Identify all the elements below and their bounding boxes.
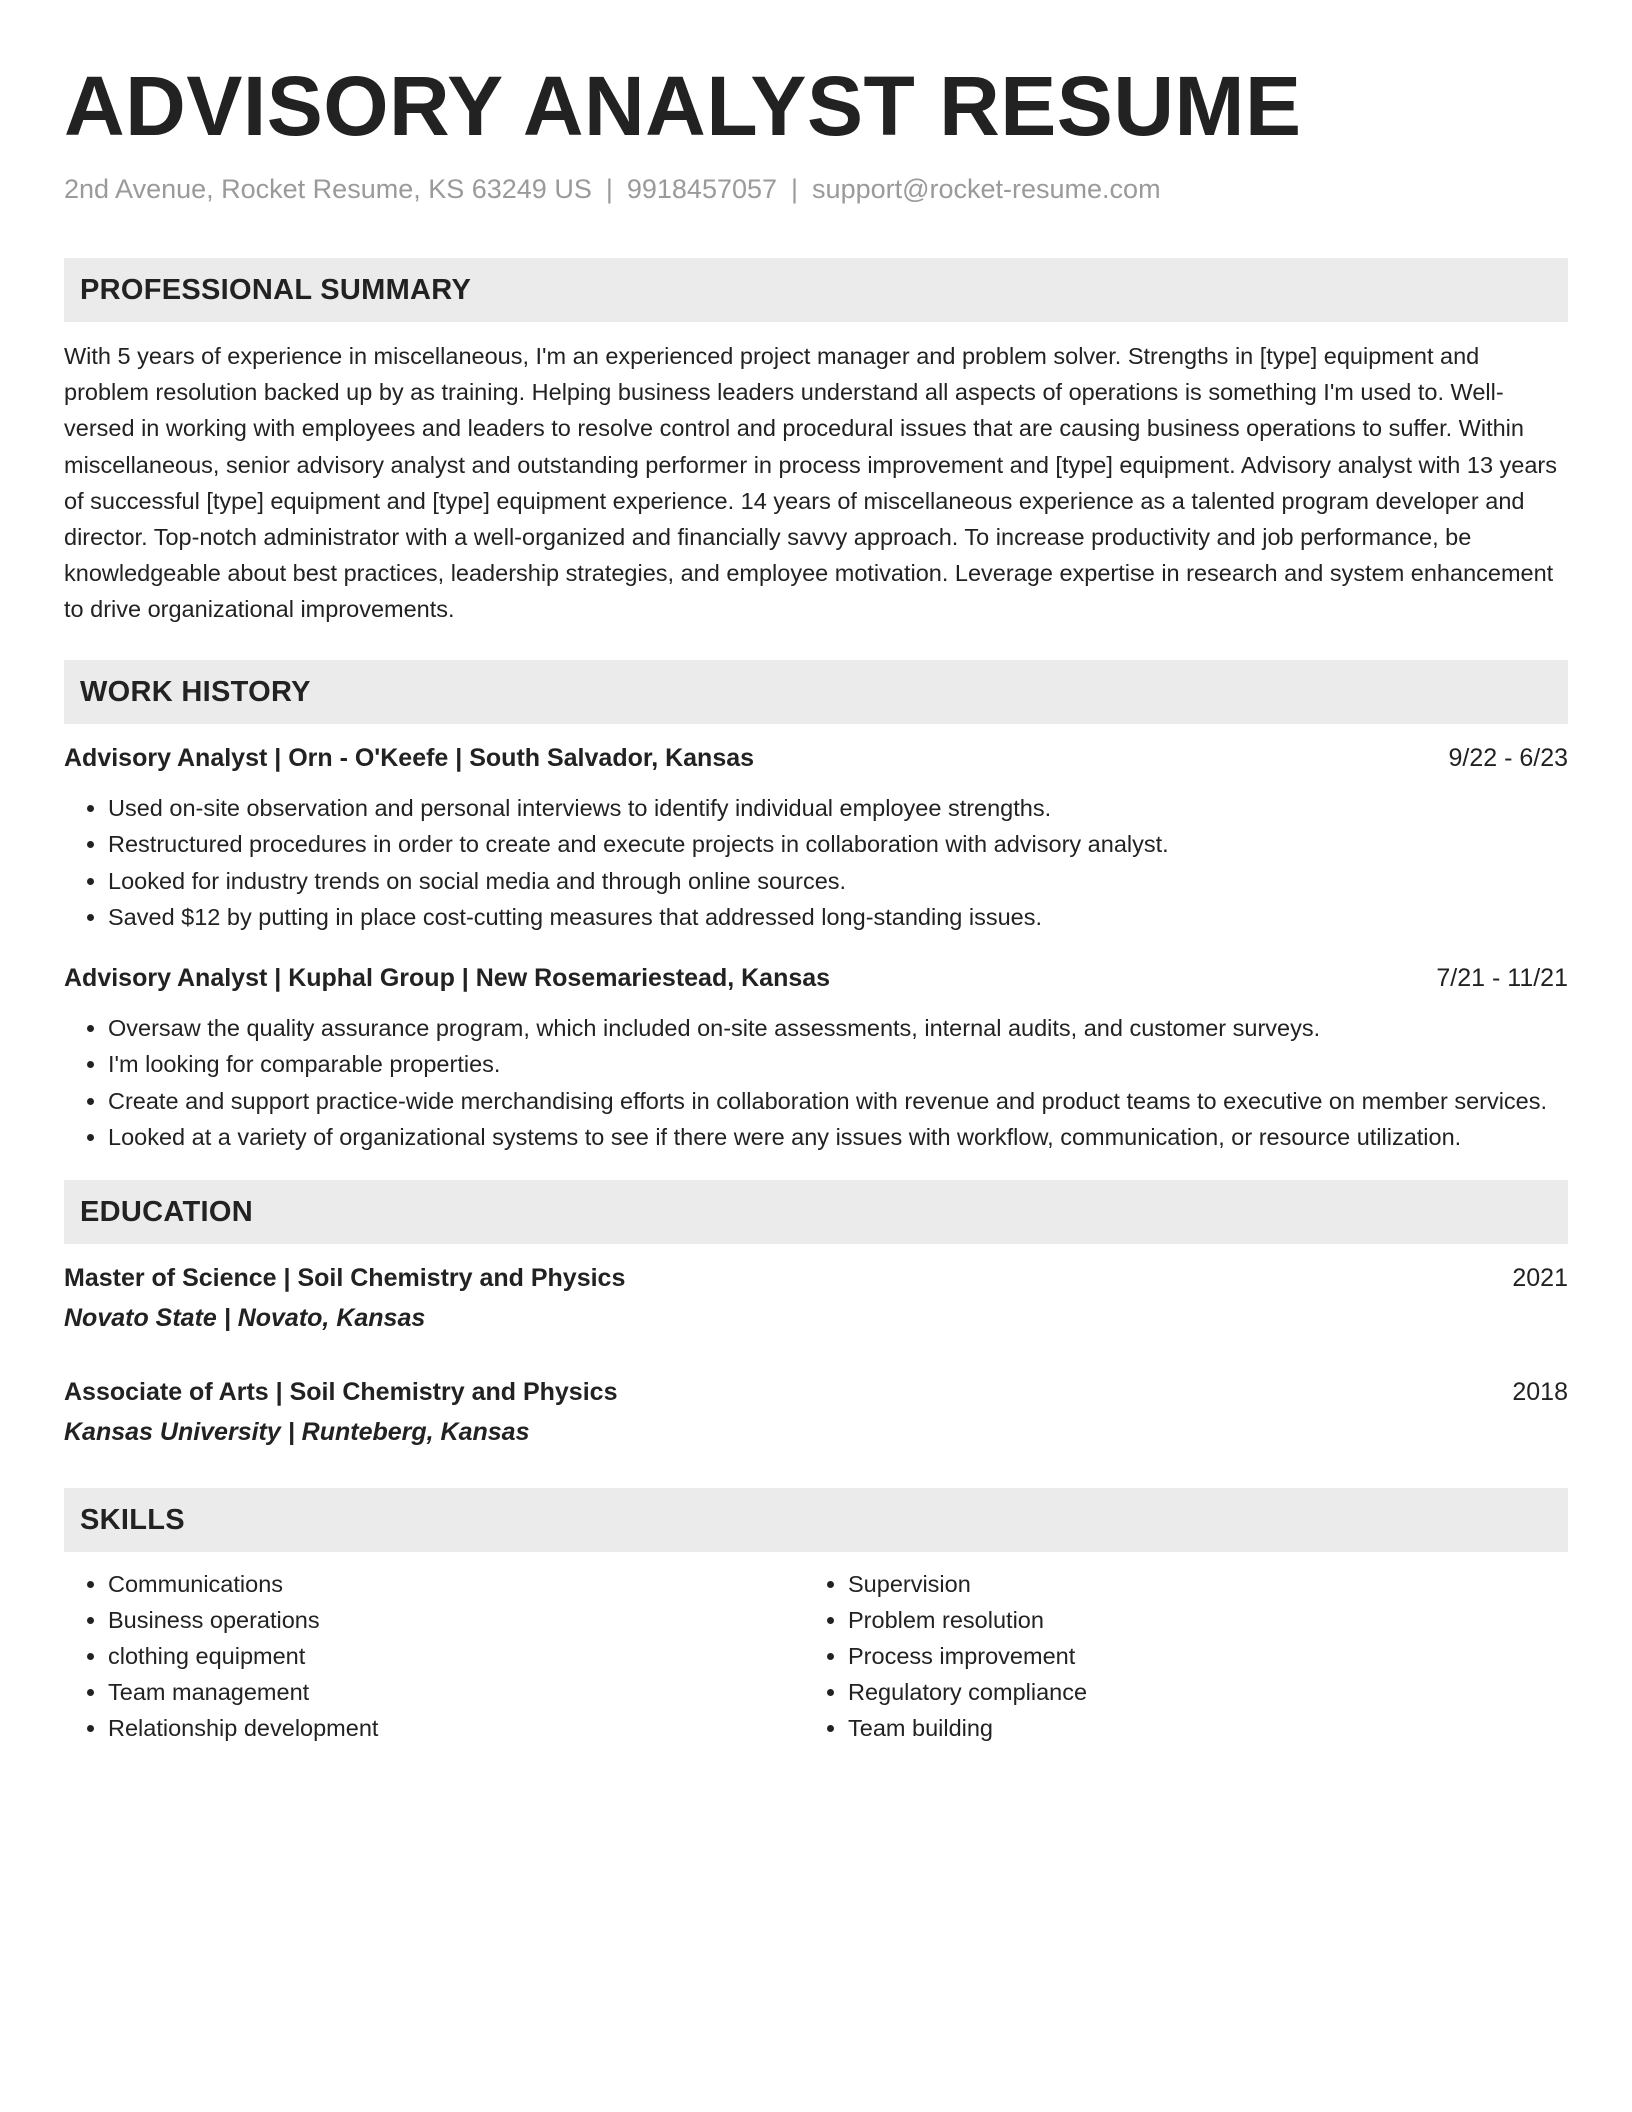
job-bullets [64,1010,1568,1156]
skill-item: • Regulatory compliance [848,1674,1544,1710]
skill-item: • Relationship development [108,1710,804,1746]
school: Kansas University | Runteberg, Kansas [64,1417,530,1446]
graduation-year: 2018 [1512,1377,1568,1406]
job-bullet: • I'm looking for comparable properties. [108,1046,1568,1083]
skill-item: • Team building [848,1710,1544,1746]
education-entry [64,1374,1568,1450]
contact-address: 2nd Avenue, Rocket Resume, KS 63249 US [64,174,592,204]
resume-title: ADVISORY ANALYST RESUME [64,59,1302,153]
job-title: Advisory Analyst | Orn - O'Keefe | South Salvador, Kansas [64,743,755,772]
education-heading: EDUCATION [64,1180,1568,1244]
degree: Associate of Arts | Soil Chemistry and Physics [64,1377,618,1406]
skill-item: • Team management [108,1674,804,1710]
skill-item: • Communications [108,1566,804,1602]
job-bullet: • Used on-site observation and personal interviews to identify individual employee strengths. [108,790,1568,827]
job-bullet: • Create and support practice-wide merchandising efforts in collaboration with revenue and product teams to executive on member services. [108,1083,1568,1120]
skill-item: • clothing equipment [108,1638,804,1674]
job-bullet: • Oversaw the quality assurance program, which included on-site assessments, internal audits, and customer surveys. [108,1010,1568,1047]
work-history-heading: WORK HISTORY [64,660,1568,724]
degree: Master of Science | Soil Chemistry and Physics [64,1263,626,1292]
job-bullet: • Looked for industry trends on social media and through online sources. [108,863,1568,900]
education-header [64,1374,1568,1410]
summary-heading: PROFESSIONAL SUMMARY [64,258,1568,322]
contact-phone: 9918457057 [626,174,778,204]
skills-column-right [804,1566,1544,1746]
job-bullets [64,790,1568,936]
skill-item: • Supervision [848,1566,1544,1602]
contact-separator: | [791,174,799,204]
contact-line [64,172,1568,206]
job-bullet: • Looked at a variety of organizational systems to see if there were any issues with workflow, communication, or resource utilization. [108,1119,1568,1156]
summary-text: With 5 years of experience in miscellaneous, I'm an experienced project manager and problem solver. Strengths in [type] equipment and problem resolution backed up by as training. Helping business leaders understand all aspects of operations is something I'm used to. Well-versed in working with employees and leaders to resolve control and procedural issues that are causing business operations to suffer. Within miscellaneous, senior advisory analyst and outstanding performer in process improvement and [type] equipment. Advisory analyst with 13 years of successful [type] equipment and [type] equipment experience. 14 years of miscellaneous experience as a talented program developer and director. Top-notch administrator with a well-organized and financially savvy approach. To increase productivity and job performance, be knowledgeable about best practices, leadership strategies, and employee motivation. Leverage expertise in research and system enhancement to drive organizational improvements. [64,343,1558,623]
skill-item: • Process improvement [848,1638,1544,1674]
school: Novato State | Novato, Kansas [64,1303,426,1332]
skills-column-left [64,1566,804,1746]
skill-item: • Problem resolution [848,1602,1544,1638]
skills-heading: SKILLS [64,1488,1568,1552]
job-entry [64,740,1568,936]
job-bullet: • Saved $12 by putting in place cost-cutting measures that addressed long-standing issues. [108,899,1568,936]
job-entry [64,960,1568,1156]
job-title: Advisory Analyst | Kuphal Group | New Rosemariestead, Kansas [64,963,831,992]
job-header [64,740,1568,776]
job-dates: 9/22 - 6/23 [1448,743,1568,772]
contact-email: support@rocket-resume.com [812,174,1161,204]
job-bullet: • Restructured procedures in order to create and execute projects in collaboration with advisory analyst. [108,826,1568,863]
job-dates: 7/21 - 11/21 [1436,963,1568,992]
job-header [64,960,1568,996]
skill-item: • Business operations [108,1602,804,1638]
education-header [64,1260,1568,1296]
contact-separator: | [605,174,613,204]
graduation-year: 2021 [1512,1263,1568,1292]
skills-list [64,1566,1568,1746]
education-entry [64,1260,1568,1336]
